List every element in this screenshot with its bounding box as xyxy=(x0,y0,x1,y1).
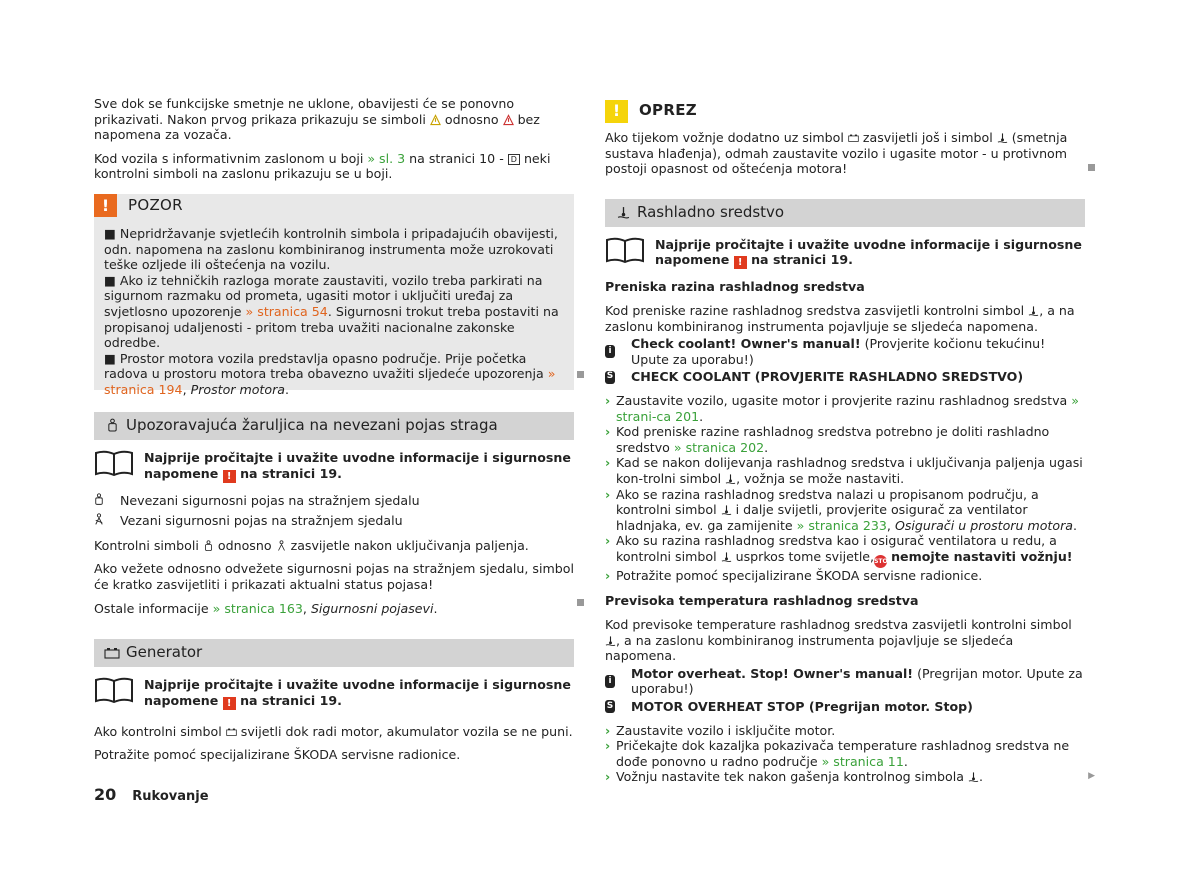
low-step-1: › Zaustavite vozilo, ugasite motor i provjerite razinu rashladnog sredstva » strani-ca 201. xyxy=(605,392,1079,424)
low-step-3: › Kad se nakon dolijevanja rashladnog sredstva i uključivanja paljenja ugasi kon-trolni simbol , vožnja se može nastaviti. xyxy=(605,455,1083,486)
exclamation-icon: ! xyxy=(94,194,117,217)
oprez-caution-box xyxy=(605,99,1085,177)
exclamation-icon: ! xyxy=(605,100,628,123)
end-mark-icon xyxy=(577,599,584,606)
coolant-temperature-icon xyxy=(721,504,732,516)
generator-paragraph-1: Ako kontrolni simbol svijetli dok radi motor, akumulator vozila se ne puni. xyxy=(94,723,573,739)
link-page-54[interactable]: » stranica 54 xyxy=(245,303,328,319)
book-icon xyxy=(605,237,645,263)
low-step-6: › Potražite pomoć specijalizirane ŠKODA servisne radionice. xyxy=(605,567,983,583)
belt-row-unbuckled: Nevezani sigurnosni pojas na stražnjem sjedalu xyxy=(94,493,574,510)
oprez-title: OPREZ xyxy=(639,101,697,120)
info-display-icon: i xyxy=(605,345,615,358)
oprez-header xyxy=(605,99,1085,123)
section-title-belt: Upozoravajuća žaruljica na nevezani pojas straga xyxy=(126,416,498,435)
link-page-163[interactable]: » stranica 163 xyxy=(212,600,303,616)
link-page-19[interactable]: na stranici 19. xyxy=(751,252,853,268)
high-temp-paragraph: Kod previsoke temperature rashladnog sredstva zasvijetli kontrolni simbol , a na zaslonu kombiniranog instrumenta pojavljuje se sljedeća napomena. xyxy=(605,617,1072,664)
belt-row-buckled: Vezani sigurnosni pojas na stražnjem sjedalu xyxy=(94,513,574,530)
segment-display-icon: S xyxy=(605,371,615,384)
d-marker: D xyxy=(508,154,520,165)
warning-triangle-red-icon xyxy=(503,114,514,126)
section-header-belt xyxy=(94,412,574,440)
arrow-icon: › xyxy=(605,486,611,502)
exclamation-icon: ! xyxy=(223,697,236,710)
coolant-temperature-icon xyxy=(725,473,736,485)
coolant-temperature-icon xyxy=(997,132,1008,144)
warning-triangle-yellow-icon xyxy=(430,114,441,126)
coolant-temperature-icon xyxy=(605,635,616,647)
arrow-icon: › xyxy=(605,533,611,549)
coolant-temperature-icon xyxy=(615,205,631,221)
continue-arrow-icon: ▶ xyxy=(1088,771,1095,782)
belt-paragraph-3: Ostale informacije » stranica 163, Sigurnosni pojasevi. xyxy=(94,601,574,617)
arrow-icon: › xyxy=(605,455,611,471)
arrow-icon: › xyxy=(605,738,611,754)
battery-icon xyxy=(104,645,120,661)
seatbelt-buckled-icon xyxy=(276,540,287,552)
link-page-11[interactable]: » stranica 11 xyxy=(821,753,904,769)
coolant-temperature-icon xyxy=(1028,305,1039,317)
high-temp-segment-message: S MOTOR OVERHEAT STOP (Pregrijan motor. Stop) xyxy=(606,699,973,715)
battery-icon xyxy=(848,132,859,144)
right-column xyxy=(605,99,1095,785)
low-step-4: › Ako se razina rashladnog sredstva nalazi u propisanom području, a kontrolni simbol i dalje svijetli, provjerite osigurač za ventilator hladnjaka, ev. ga zamijenite » stranica 233, Osigurači u prostoru motora. xyxy=(605,486,1077,533)
subheading-high-temperature: Previsoka temperatura rashladnog sredstva xyxy=(605,593,919,609)
pozor-bullet-3: ■ Prostor motora vozila predstavlja opasno područje. Prije početka radova u prostoru motora treba obavezno uvažiti sljedeće upozorenja » stranica 194, Prostor motora. xyxy=(104,350,556,397)
pozor-title: POZOR xyxy=(128,196,183,215)
stop-icon: STOP xyxy=(874,555,887,568)
paragraph-color-display: Kod vozila s informativnim zaslonom u boji » sl. 3 na stranici 10 - D neki kontrolni simboli na zaslonu prikazuju se u boji. xyxy=(94,150,551,182)
seatbelt-unbuckled-icon xyxy=(94,493,120,510)
high-step-3: › Vožnju nastavite tek nakon gašenja kontrolnog simbola . ▶ xyxy=(605,769,1095,785)
arrow-icon: › xyxy=(605,424,611,440)
belt-paragraph-1: Kontrolni simboli odnosno zasvijetle nakon uključivanja paljenja. xyxy=(94,537,529,553)
pozor-warning-box xyxy=(94,194,574,397)
page-number: 20 xyxy=(94,785,117,804)
low-coolant-info-message: i Check coolant! Owner's manual! (Provjerite kočionu tekućinu! Upute za uporabu!) xyxy=(605,336,1085,367)
coolant-temperature-icon xyxy=(721,551,732,563)
generator-paragraph-2: Potražite pomoć specijalizirane ŠKODA servisne radionice. xyxy=(94,747,461,763)
link-page-202[interactable]: » stranica 202 xyxy=(673,439,765,455)
coolant-intro: Najprije pročitajte i uvažite uvodne informacije i sigurnosne napomene ! na stranici 19. xyxy=(605,237,1085,270)
end-mark-icon xyxy=(577,371,584,378)
seatbelt-unbuckled-icon xyxy=(203,540,214,552)
belt-intro: Najprije pročitajte i uvažite uvodne informacije i sigurnosne napomene ! na stranici 19. xyxy=(94,450,574,483)
link-page-194[interactable]: » stranica 194 xyxy=(104,366,556,397)
arrow-icon: › xyxy=(605,769,611,785)
link-page-19[interactable]: na stranici 19. xyxy=(240,465,342,481)
link-page-19[interactable]: na stranici 19. xyxy=(240,692,342,708)
arrow-icon: › xyxy=(605,392,611,408)
book-icon xyxy=(94,677,134,703)
pozor-header xyxy=(94,194,574,218)
battery-icon xyxy=(226,726,237,738)
subheading-low-coolant: Preniska razina rashladnog sredstva xyxy=(605,279,865,295)
pozor-bullet-2: ■ Ako iz tehničkih razloga morate zaustaviti, vozilo treba parkirati na sigurnom razmaku od prometa, ugasiti motor i uključiti uređaj za svjetlosno upozorenje » stranica 54. Sigurnosni trokut treba postaviti na propisanoj udaljenosti - pritom treba uvažiti nacionalne zakonske odredbe. xyxy=(104,272,559,351)
seatbelt-buckled-icon xyxy=(94,513,120,530)
exclamation-icon: ! xyxy=(734,256,747,269)
book-icon xyxy=(94,450,134,476)
pozor-body xyxy=(94,218,574,406)
link-page-233[interactable]: » stranica 233 xyxy=(796,517,887,533)
segment-display-icon: S xyxy=(605,700,615,713)
paragraph-intro: Sve dok se funkcijske smetnje ne uklone, obavijesti će se ponovno prikazivati. Nakon prvog prikaza prikazuju se simboli odnosno bez napomena za vozača. xyxy=(94,96,540,143)
end-mark-icon xyxy=(1088,164,1095,171)
high-step-2: › Pričekajte dok kazaljka pokazivača temperature rashladnog sredstva ne dođe ponovno u radno područje » stranica 11. xyxy=(605,738,1070,769)
belt-paragraph-2: Ako vežete odnosno odvežete sigurnosni pojas na stražnjem sjedalu, simbol će kratko zasvijetliti i prikazati aktualni status pojasa! xyxy=(94,561,574,592)
low-step-5: › Ako su razina rashladnog sredstva kao i osigurač ventilatora u redu, a kontrolni simbol usprkos tome svijetle,STOP nemojte nastaviti vožnju! xyxy=(605,533,1085,568)
seatbelt-icon xyxy=(104,418,120,434)
link-page-201[interactable]: » strani-ca 201 xyxy=(616,392,1079,424)
low-coolant-paragraph: Kod preniske razine rashladnog sredstva zasvijetli kontrolni simbol , a na zaslonu kombiniranog instrumenta pojavljuje se sljedeća napomena. xyxy=(605,302,1075,334)
link-figure-3[interactable]: » sl. 3 xyxy=(367,150,406,166)
low-coolant-segment-message: S CHECK COOLANT (PROVJERITE RASHLADNO SREDSTVO) xyxy=(606,369,1024,385)
oprez-text: Ako tijekom vožnje dodatno uz simbol zasvijetli još i simbol (smetnja sustava hlađenja), odmah zaustavite vozilo i ugasite motor - u protivnom postoji opasnost od oštećenja motora! xyxy=(605,130,1068,177)
left-column xyxy=(94,96,574,771)
section-title-coolant: Rashladno sredstvo xyxy=(637,202,785,221)
low-step-2: › Kod preniske razine rashladnog sredstva potrebno je doliti rashladno sredstvo » stranica 202. xyxy=(605,424,1050,455)
page-footer xyxy=(94,787,209,805)
arrow-icon: › xyxy=(605,722,611,738)
info-display-icon: i xyxy=(605,675,615,688)
coolant-temperature-icon xyxy=(968,771,979,783)
section-name: Rukovanje xyxy=(132,789,209,804)
section-title-generator: Generator xyxy=(126,643,203,662)
generator-intro: Najprije pročitajte i uvažite uvodne informacije i sigurnosne napomene ! na stranici 19. xyxy=(94,677,574,710)
exclamation-icon: ! xyxy=(223,470,236,483)
high-step-1: › Zaustavite vozilo i isključite motor. xyxy=(605,722,836,738)
arrow-icon: › xyxy=(605,567,611,583)
section-header-generator xyxy=(94,639,574,667)
section-header-coolant xyxy=(605,199,1085,227)
pozor-bullet-1: ■ Nepridržavanje svjetlećih kontrolnih simbola i pripadajućih obavijesti, odn. napomena na zaslonu kombiniranog instrumenta može uzrokovati teške ozljede ili oštećenja na vozilu. xyxy=(104,225,558,273)
high-temp-info-message: i Motor overheat. Stop! Owner's manual! (Pregrijan motor. Upute za uporabu!) xyxy=(605,666,1085,697)
